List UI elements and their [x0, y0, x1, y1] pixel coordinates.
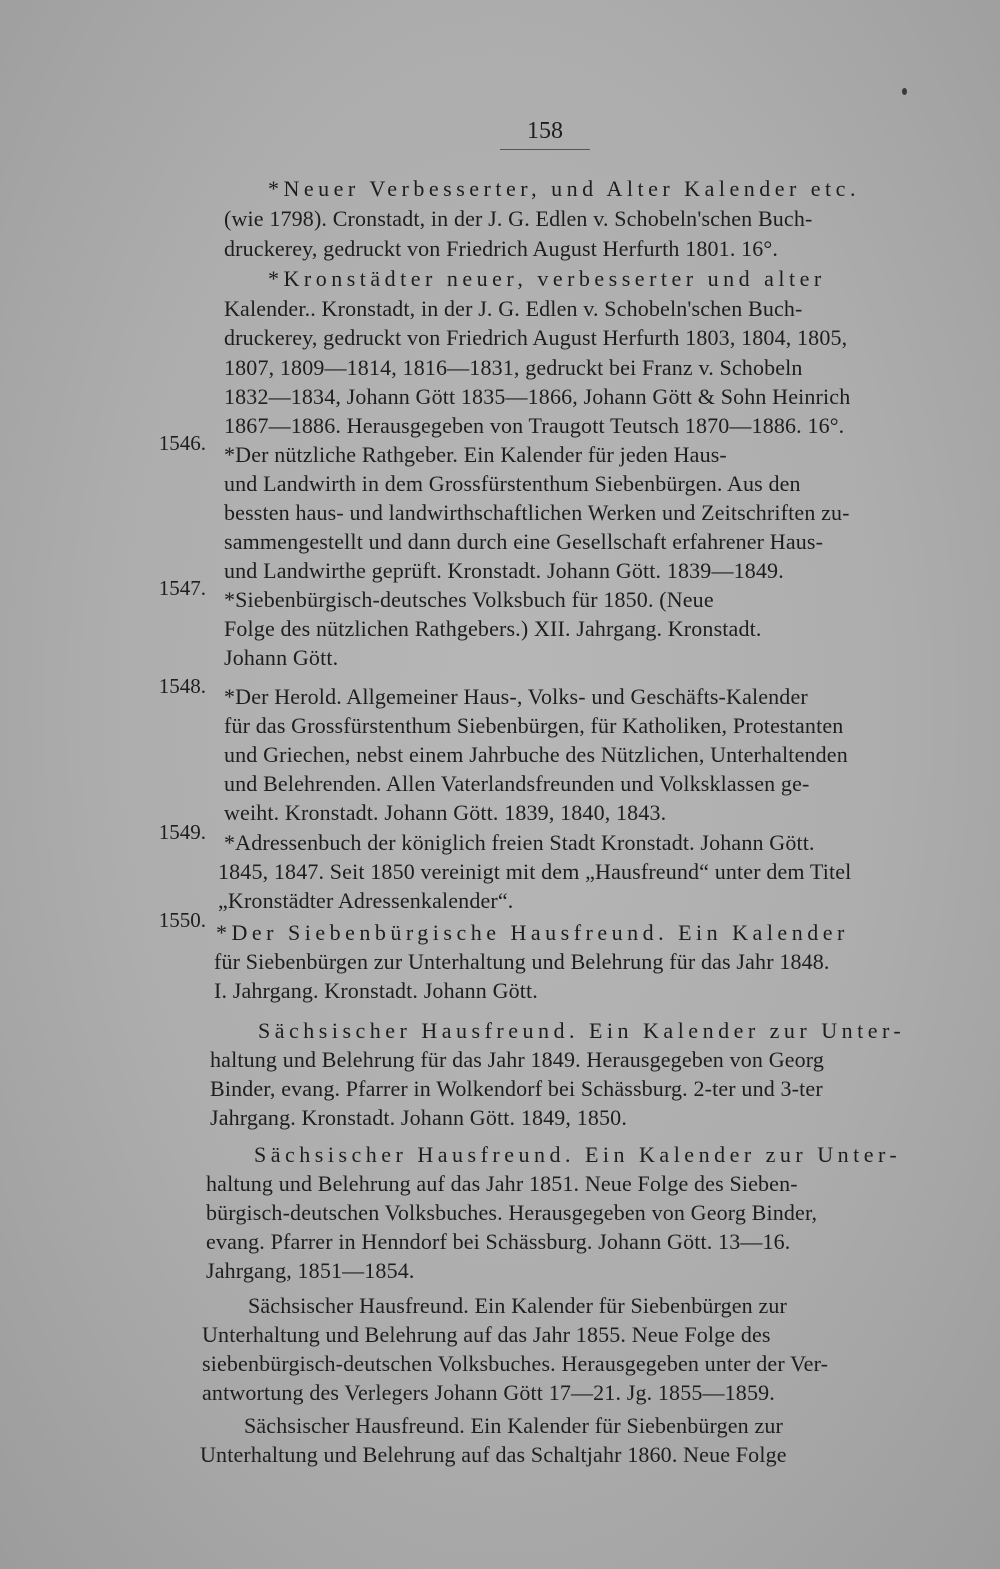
text-line: für Siebenbürgen zur Unterhaltung und Belehrung für das Jahr 1848. — [214, 949, 830, 974]
text-line: siebenbürgisch-deutschen Volksbuches. Herausgegeben unter der Ver- — [202, 1351, 829, 1376]
text-line: und Landwirthe geprüft. Kronstadt. Johann Gött. 1839—1849. — [224, 558, 784, 583]
text-line: *Kronstädter neuer, verbesserter und alter — [268, 266, 826, 291]
text-line: 1845, 1847. Seit 1850 vereinigt mit dem „Hausfreund“ unter dem Titel — [218, 859, 852, 884]
text-line: Binder, evang. Pfarrer in Wolkendorf bei Schässburg. 2-ter und 3-ter — [210, 1076, 823, 1101]
page-number: 158 — [500, 118, 590, 150]
text-line: Folge des nützlichen Rathgebers.) XII. Jahrgang. Kronstadt. — [224, 616, 762, 641]
text-line: haltung und Belehrung auf das Jahr 1851. Neue Folge des Sieben- — [206, 1171, 798, 1196]
entry-number: 1550. — [158, 908, 206, 932]
text-line: „Kronstädter Adressenkalender“. — [218, 888, 514, 913]
entry-number: 1549. — [158, 820, 206, 844]
text-line: Sächsischer Hausfreund. Ein Kalender zur Unter- — [254, 1142, 902, 1167]
text-line: (wie 1798). Cronstadt, in der J. G. Edlen v. Schobeln'schen Buch- — [224, 206, 813, 231]
text-line: bürgisch-deutschen Volksbuches. Herausgegeben von Georg Binder, — [206, 1200, 818, 1225]
text-line: Unterhaltung und Belehrung auf das Schaltjahr 1860. Neue Folge — [200, 1442, 787, 1467]
text-line: *Der Siebenbürgische Hausfreund. Ein Kalender — [216, 920, 849, 945]
text-line: und Griechen, nebst einem Jahrbuche des Nützlichen, Unterhaltenden — [224, 742, 848, 767]
text-line: druckerey, gedruckt von Friedrich August Herfurth 1801. 16°. — [224, 236, 779, 261]
text-line: Jahrgang, 1851—1854. — [206, 1258, 415, 1283]
text-line: antwortung des Verlegers Johann Gött 17—21. Jg. 1855—1859. — [202, 1380, 775, 1405]
text-line: Kalender.. Kronstadt, in der J. G. Edlen v. Schobeln'schen Buch- — [224, 296, 803, 321]
text-line: 1832—1834, Johann Gött 1835—1866, Johann Gött & Sohn Heinrich — [224, 384, 851, 409]
text-line: haltung und Belehrung für das Jahr 1849. Herausgegeben von Georg — [210, 1047, 825, 1072]
text-line: *Siebenbürgisch-deutsches Volksbuch für 1850. (Neue — [224, 587, 714, 612]
text-line: evang. Pfarrer in Henndorf bei Schässburg. Johann Gött. 13—16. — [206, 1229, 791, 1254]
text-line: sammengestellt und dann durch eine Gesellschaft erfahrener Haus- — [224, 529, 824, 554]
entry-number: 1548. — [158, 674, 206, 698]
text-line: Johann Gött. — [224, 645, 339, 670]
text-line: Unterhaltung und Belehrung auf das Jahr 1855. Neue Folge des — [202, 1322, 771, 1347]
text-line: *Der nützliche Rathgeber. Ein Kalender für jeden Haus- — [224, 442, 727, 467]
entry-number: 1547. — [158, 576, 206, 600]
text-line: und Belehrenden. Allen Vaterlandsfreunden und Volksklassen ge- — [224, 771, 810, 796]
text-line: bessten haus- und landwirthschaftlichen Werken und Zeitschriften zu- — [224, 500, 850, 525]
text-line: Sächsischer Hausfreund. Ein Kalender für Siebenbürgen zur — [244, 1413, 784, 1438]
text-line: Jahrgang. Kronstadt. Johann Gött. 1849, 1850. — [210, 1105, 627, 1130]
text-line: Sächsischer Hausfreund. Ein Kalender zur Unter- — [258, 1018, 906, 1043]
ink-spot — [902, 88, 907, 95]
text-line: *Adressenbuch der königlich freien Stadt Kronstadt. Johann Gött. — [224, 830, 815, 855]
text-line: 1807, 1809—1814, 1816—1831, gedruckt bei Franz v. Schobeln — [224, 355, 803, 380]
text-line: weiht. Kronstadt. Johann Gött. 1839, 1840, 1843. — [224, 800, 667, 825]
text-line: Sächsischer Hausfreund. Ein Kalender für Siebenbürgen zur — [248, 1293, 788, 1318]
text-line: *Der Herold. Allgemeiner Haus-, Volks- und Geschäfts-Kalender — [224, 684, 808, 709]
text-line: für das Grossfürstenthum Siebenbürgen, für Katholiken, Protestanten — [224, 713, 844, 738]
text-line: I. Jahrgang. Kronstadt. Johann Gött. — [214, 978, 538, 1003]
text-line: und Landwirth in dem Grossfürstenthum Siebenbürgen. Aus den — [224, 471, 801, 496]
text-line: druckerey, gedruckt von Friedrich August Herfurth 1803, 1804, 1805, — [224, 325, 848, 350]
entry-number: 1546. — [158, 431, 206, 455]
text-line: *Neuer Verbesserter, und Alter Kalender etc. — [268, 176, 860, 201]
text-line: 1867—1886. Herausgegeben von Traugott Teutsch 1870—1886. 16°. — [224, 413, 845, 438]
